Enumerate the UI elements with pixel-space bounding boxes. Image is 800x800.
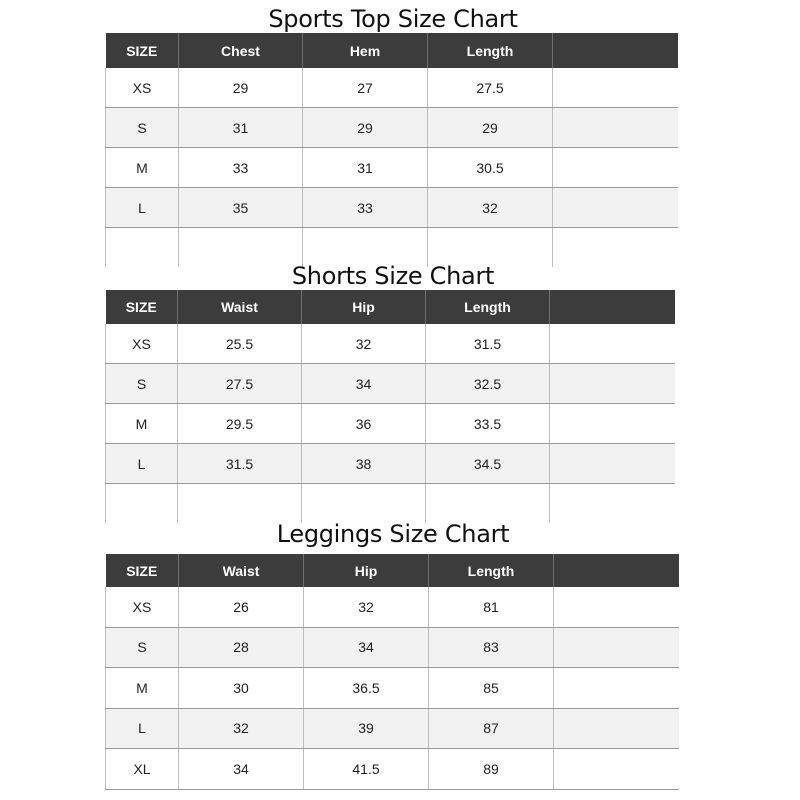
measurement-cell — [554, 668, 679, 709]
size-cell: S — [106, 627, 179, 668]
size-cell: S — [106, 108, 179, 148]
column-header: Length — [426, 290, 550, 324]
column-header: Chest — [179, 33, 303, 68]
column-header: Length — [429, 554, 554, 587]
measurement-cell — [550, 484, 675, 524]
table-row — [106, 749, 679, 790]
column-header: Waist — [179, 554, 304, 587]
size-cell: XL — [106, 749, 179, 790]
measurement-cell: 32 — [302, 324, 426, 364]
column-header: SIZE — [106, 33, 179, 68]
measurement-cell: 27.5 — [428, 68, 553, 108]
measurement-cell: 34 — [304, 627, 429, 668]
column-header — [550, 290, 675, 324]
measurement-cell — [553, 68, 678, 108]
measurement-cell — [553, 148, 678, 188]
measurement-cell: 36.5 — [304, 668, 429, 709]
measurement-cell: 31 — [303, 148, 428, 188]
leggings-size-table — [105, 554, 679, 790]
measurement-cell: 39 — [304, 708, 429, 749]
size-cell: XS — [106, 587, 179, 627]
column-header — [554, 554, 679, 587]
measurement-cell: 32 — [304, 587, 429, 627]
measurement-cell: 85 — [429, 668, 554, 709]
size-cell: L — [106, 188, 179, 228]
size-cell: M — [106, 404, 178, 444]
sports-top-chart-title: Sports Top Size Chart — [268, 5, 518, 33]
table-row — [106, 444, 675, 484]
column-header: Hip — [302, 290, 426, 324]
measurement-cell: 29 — [303, 108, 428, 148]
measurement-cell: 31.5 — [426, 324, 550, 364]
size-cell — [106, 484, 178, 524]
measurement-cell: 87 — [429, 708, 554, 749]
measurement-cell: 32.5 — [426, 364, 550, 404]
column-header: SIZE — [106, 290, 178, 324]
table-row — [106, 484, 675, 524]
measurement-cell: 27.5 — [178, 364, 302, 404]
column-header: SIZE — [106, 554, 179, 587]
measurement-cell: 31 — [179, 108, 303, 148]
measurement-cell: 33.5 — [426, 404, 550, 444]
measurement-cell: 34 — [179, 749, 304, 790]
size-cell: XS — [106, 324, 178, 364]
size-cell: XS — [106, 68, 179, 108]
column-header — [553, 33, 678, 68]
column-header: Hip — [304, 554, 429, 587]
table-row — [106, 627, 679, 668]
measurement-cell — [554, 708, 679, 749]
table-row — [106, 188, 678, 228]
measurement-cell — [550, 404, 675, 444]
table-header-row — [106, 290, 675, 324]
measurement-cell: 41.5 — [304, 749, 429, 790]
measurement-cell — [426, 484, 550, 524]
measurement-cell: 30 — [179, 668, 304, 709]
measurement-cell: 34.5 — [426, 444, 550, 484]
measurement-cell — [554, 749, 679, 790]
measurement-cell: 33 — [179, 148, 303, 188]
measurement-cell — [554, 587, 679, 627]
measurement-cell — [553, 108, 678, 148]
measurement-cell: 31.5 — [178, 444, 302, 484]
sports-top-size-table — [105, 33, 678, 267]
measurement-cell — [550, 444, 675, 484]
shorts-chart-title: Shorts Size Chart — [291, 262, 495, 290]
table-row — [106, 708, 679, 749]
size-cell: L — [106, 444, 178, 484]
table-header-row — [106, 554, 679, 587]
table-row — [106, 668, 679, 709]
measurement-cell: 81 — [429, 587, 554, 627]
size-cell: S — [106, 364, 178, 404]
table-row — [106, 587, 679, 627]
measurement-cell: 28 — [179, 627, 304, 668]
measurement-cell: 29 — [428, 108, 553, 148]
measurement-cell: 27 — [303, 68, 428, 108]
measurement-cell: 35 — [179, 188, 303, 228]
table-row — [106, 324, 675, 364]
size-cell: M — [106, 148, 179, 188]
size-cell: M — [106, 668, 179, 709]
measurement-cell: 36 — [302, 404, 426, 444]
measurement-cell: 32 — [428, 188, 553, 228]
measurement-cell: 25.5 — [178, 324, 302, 364]
measurement-cell: 89 — [429, 749, 554, 790]
measurement-cell: 34 — [302, 364, 426, 404]
table-row — [106, 364, 675, 404]
measurement-cell — [178, 484, 302, 524]
measurement-cell — [550, 364, 675, 404]
measurement-cell: 38 — [302, 444, 426, 484]
table-header-row — [106, 33, 678, 68]
table-row — [106, 68, 678, 108]
measurement-cell — [553, 188, 678, 228]
measurement-cell: 29.5 — [178, 404, 302, 444]
measurement-cell: 32 — [179, 708, 304, 749]
measurement-cell: 83 — [429, 627, 554, 668]
leggings-chart-title: Leggings Size Chart — [276, 520, 510, 548]
column-header: Hem — [303, 33, 428, 68]
column-header: Length — [428, 33, 553, 68]
measurement-cell: 33 — [303, 188, 428, 228]
measurement-cell: 26 — [179, 587, 304, 627]
measurement-cell: 30.5 — [428, 148, 553, 188]
table-row — [106, 108, 678, 148]
column-header: Waist — [178, 290, 302, 324]
shorts-size-table — [105, 290, 675, 523]
table-row — [106, 404, 675, 444]
measurement-cell: 29 — [179, 68, 303, 108]
measurement-cell — [554, 627, 679, 668]
size-cell: L — [106, 708, 179, 749]
measurement-cell — [302, 484, 426, 524]
table-row — [106, 148, 678, 188]
measurement-cell — [550, 324, 675, 364]
